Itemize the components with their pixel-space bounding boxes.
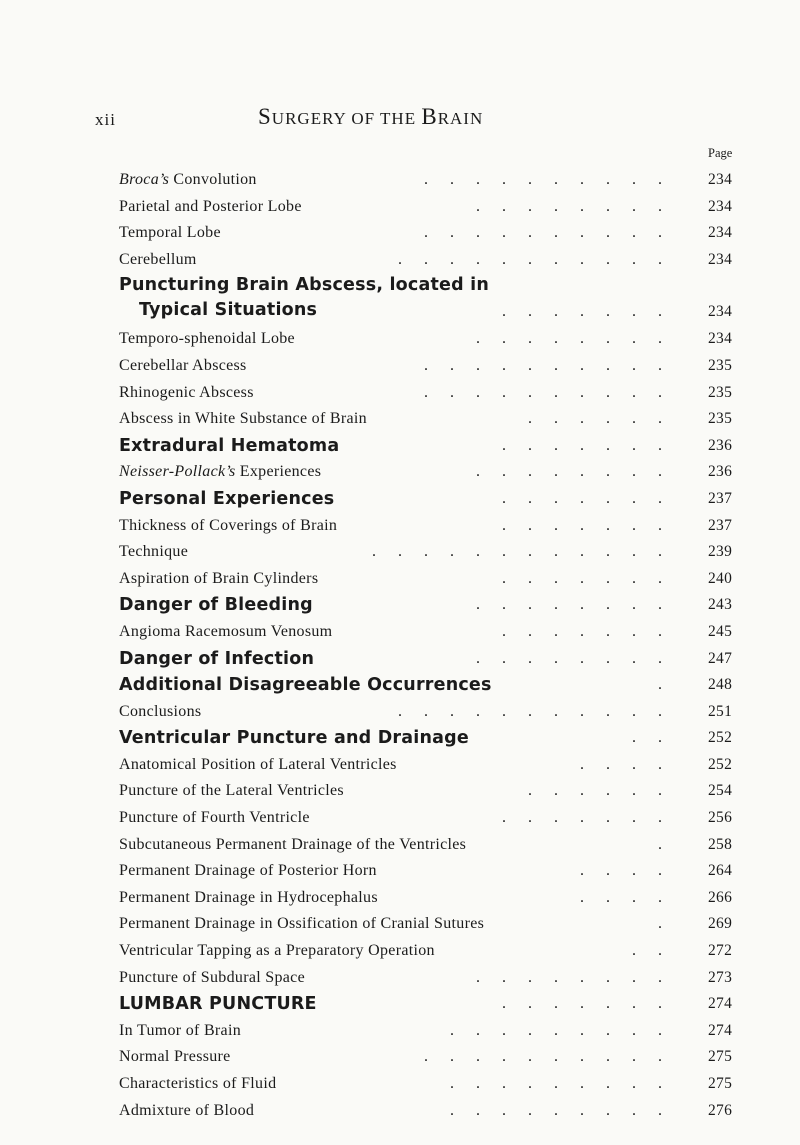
toc-page-number: 276 (708, 1101, 733, 1119)
toc-entry (119, 247, 733, 274)
toc-entry-title: Characteristics of Fluid (119, 1075, 277, 1092)
toc-entry-title: Anatomical Position of Lateral Ventricles (119, 755, 397, 773)
toc-section-heading (119, 672, 733, 699)
toc-entry-title: Broca’s Convolution (119, 171, 257, 188)
toc-leader-dots: . . . . . . . . . (450, 1021, 671, 1039)
toc-page-number: 251 (708, 702, 733, 720)
toc-entry-title: Permanent Drainage in Ossification of Cranial Sutures (119, 915, 485, 933)
toc-section-heading (119, 273, 733, 326)
toc-leader-dots: . . . . . . . . (476, 596, 671, 614)
toc-leader-dots: . . . . . . (528, 782, 671, 800)
toc-entry-title: Rhinogenic Abscess (119, 383, 254, 401)
toc-page-number: 234 (708, 197, 733, 215)
toc-page-number: 234 (708, 250, 733, 268)
toc-entry-title: Thickness of Coverings of Brain (119, 516, 338, 534)
toc-leader-dots: . . . . . . . . (476, 197, 671, 215)
toc-entry (119, 885, 733, 912)
toc-entry (119, 1098, 733, 1125)
toc-leader-dots: . (658, 835, 671, 853)
toc-leader-dots: . . . . . . . (502, 516, 671, 534)
toc-page-number: 274 (708, 1021, 733, 1039)
toc-page-number: 236 (708, 436, 733, 454)
toc-section-heading (119, 646, 733, 673)
toc-leader-dots: . . . . . . . . . . (424, 383, 671, 401)
toc-page-number: 243 (708, 596, 733, 614)
toc-entry-title: Temporo-sphenoidal Lobe (119, 330, 295, 348)
toc-leader-dots: . . . . . . . . . (450, 1075, 671, 1092)
toc-entry (119, 752, 733, 779)
toc-entry-title: Normal Pressure (119, 1048, 231, 1066)
toc-entry (119, 326, 733, 353)
toc-leader-dots: . . . . . . . . . . (424, 224, 671, 242)
toc-page-number: 273 (708, 968, 733, 986)
toc-leader-dots: . . . . . . . . . . (424, 171, 671, 188)
toc-page-number: 252 (708, 755, 733, 773)
toc-entry (119, 459, 733, 486)
toc-page-number: 237 (708, 489, 733, 507)
toc-entry-title: Cerebellum (119, 250, 197, 268)
toc-page-number: 254 (708, 782, 733, 800)
toc-page-number: 275 (708, 1048, 733, 1066)
toc-page-number: 234 (708, 330, 733, 348)
toc-page-number: 266 (708, 888, 733, 906)
toc-section-heading (119, 433, 733, 460)
toc-entry-title: Additional Disagreeable Occurrences (119, 675, 492, 696)
toc-leader-dots: . . . . . . . (502, 995, 671, 1013)
toc-leader-dots: . . . . . . (528, 410, 671, 428)
toc-entry (119, 619, 733, 646)
toc-entry-title: Parietal and Posterior Lobe (119, 197, 302, 215)
toc-leader-dots: . . . . (580, 888, 671, 906)
toc-entry-title: Ventricular Tapping as a Preparatory Operation (119, 942, 435, 960)
toc-leader-dots: . . . . (580, 755, 671, 773)
toc-entry (119, 167, 733, 194)
toc-leader-dots: . (658, 676, 671, 694)
toc-page-number: 235 (708, 410, 733, 428)
page-header (0, 104, 800, 134)
toc-section-heading (119, 725, 733, 752)
page-column-heading: Page (708, 146, 733, 160)
toc-section-heading (119, 592, 733, 619)
toc-entry-title: Conclusions (119, 702, 202, 720)
toc-leader-dots: . . . . . . . . (476, 463, 671, 481)
toc-page-number: 237 (708, 516, 733, 534)
toc-section-heading (119, 991, 733, 1018)
toc-entry (119, 805, 733, 832)
toc-entry-title: Puncture of Subdural Space (119, 968, 305, 986)
toc-page-number: 240 (708, 569, 733, 587)
toc-entry (119, 194, 733, 221)
toc-page-number: 258 (708, 835, 733, 853)
toc-leader-dots: . . . . . . . (502, 809, 671, 827)
toc-entry-title: Cerebellar Abscess (119, 356, 247, 374)
toc-page-number: 272 (708, 942, 733, 960)
toc-entry-title: Puncturing Brain Abscess, located in Typical Situations (119, 275, 489, 321)
toc-page-number: 245 (708, 622, 733, 640)
toc-leader-dots: . . . . . . . (502, 569, 671, 587)
toc-leader-dots: . . . . . . . . . (450, 1101, 671, 1119)
toc-entry-title: Subcutaneous Permanent Drainage of the Ventricles (119, 835, 467, 853)
toc-page-number: 274 (708, 995, 733, 1013)
toc-entry-title: Technique (119, 543, 189, 561)
table-of-contents (119, 167, 733, 1124)
toc-leader-dots: . (658, 915, 671, 933)
toc-entry-title: LUMBAR PUNCTURE (119, 994, 317, 1015)
toc-entry-title: Puncture of Fourth Ventricle (119, 809, 310, 827)
toc-page-number: 248 (708, 676, 733, 694)
toc-entry (119, 220, 733, 247)
toc-page-number: 235 (708, 356, 733, 374)
toc-entry (119, 406, 733, 433)
toc-entry (119, 1044, 733, 1071)
toc-page-number: 269 (708, 915, 733, 933)
toc-leader-dots: . . . . . . . (502, 436, 671, 454)
toc-entry-title: Personal Experiences (119, 488, 335, 509)
toc-entry (119, 965, 733, 992)
toc-leader-dots: . . . . . . . . . . (424, 356, 671, 374)
toc-entry (119, 513, 733, 540)
toc-page-number: 275 (708, 1075, 733, 1092)
toc-entry (119, 1018, 733, 1045)
toc-leader-dots: . . . . . . . . . . . (398, 702, 671, 720)
toc-entry-title: Ventricular Puncture and Drainage (119, 728, 469, 749)
toc-leader-dots: . . . . . . . . (476, 649, 671, 667)
toc-entry-title: Puncture of the Lateral Ventricles (119, 782, 344, 800)
toc-entry (119, 911, 733, 938)
toc-entry (119, 566, 733, 593)
toc-entry (119, 699, 733, 726)
toc-entry-title: Neisser-Pollack’s Experiences (119, 463, 322, 481)
toc-entry-title: Danger of Bleeding (119, 595, 313, 616)
toc-leader-dots: . . . . (580, 862, 671, 880)
toc-entry-title: Danger of Infection (119, 648, 315, 669)
toc-leader-dots: . . (632, 729, 671, 747)
toc-entry (119, 832, 733, 859)
toc-entry (119, 938, 733, 965)
toc-leader-dots: . . . . . . . . (476, 330, 671, 348)
toc-leader-dots: . . . . . . . . . . . (398, 250, 671, 268)
toc-entry (119, 380, 733, 407)
toc-page-number: 247 (708, 649, 733, 667)
toc-leader-dots: . . . . . . . . . . (424, 1048, 671, 1066)
toc-page-number: 252 (708, 729, 733, 747)
toc-entry-title: Permanent Drainage of Posterior Horn (119, 862, 377, 880)
toc-leader-dots: . . . . . . . . . . . . (372, 543, 671, 561)
toc-entry (119, 778, 733, 805)
toc-section-heading (119, 486, 733, 513)
toc-entry-title: In Tumor of Brain (119, 1021, 241, 1039)
toc-page-number: 234 (708, 303, 733, 321)
toc-entry (119, 539, 733, 566)
toc-entry-title: Angioma Racemosum Venosum (119, 622, 333, 640)
toc-page-number: 234 (708, 171, 733, 188)
toc-entry-title: Abscess in White Substance of Brain (119, 410, 367, 428)
toc-entry (119, 858, 733, 885)
toc-entry (119, 353, 733, 380)
toc-entry-title: Aspiration of Brain Cylinders (119, 569, 319, 587)
toc-page-number: 236 (708, 463, 733, 481)
toc-leader-dots: . . . . . . . (502, 303, 671, 321)
toc-entry (119, 1071, 733, 1098)
toc-leader-dots: . . . . . . . (502, 489, 671, 507)
toc-entry-title: Extradural Hematoma (119, 435, 340, 456)
toc-entry-title: Permanent Drainage in Hydrocephalus (119, 888, 378, 906)
toc-entry-title: Admixture of Blood (119, 1101, 255, 1119)
toc-entry-title: Temporal Lobe (119, 224, 221, 242)
toc-page-number: 264 (708, 862, 733, 880)
toc-page-number: 235 (708, 383, 733, 401)
toc-leader-dots: . . . . . . . (502, 622, 671, 640)
running-head: SURGERY OF THE BRAIN (258, 104, 484, 129)
toc-leader-dots: . . (632, 942, 671, 960)
page-folio: xii (95, 110, 116, 129)
toc-page-number: 256 (708, 809, 733, 827)
toc-leader-dots: . . . . . . . . (476, 968, 671, 986)
toc-page-number: 234 (708, 224, 733, 242)
toc-page-number: 239 (708, 543, 733, 561)
